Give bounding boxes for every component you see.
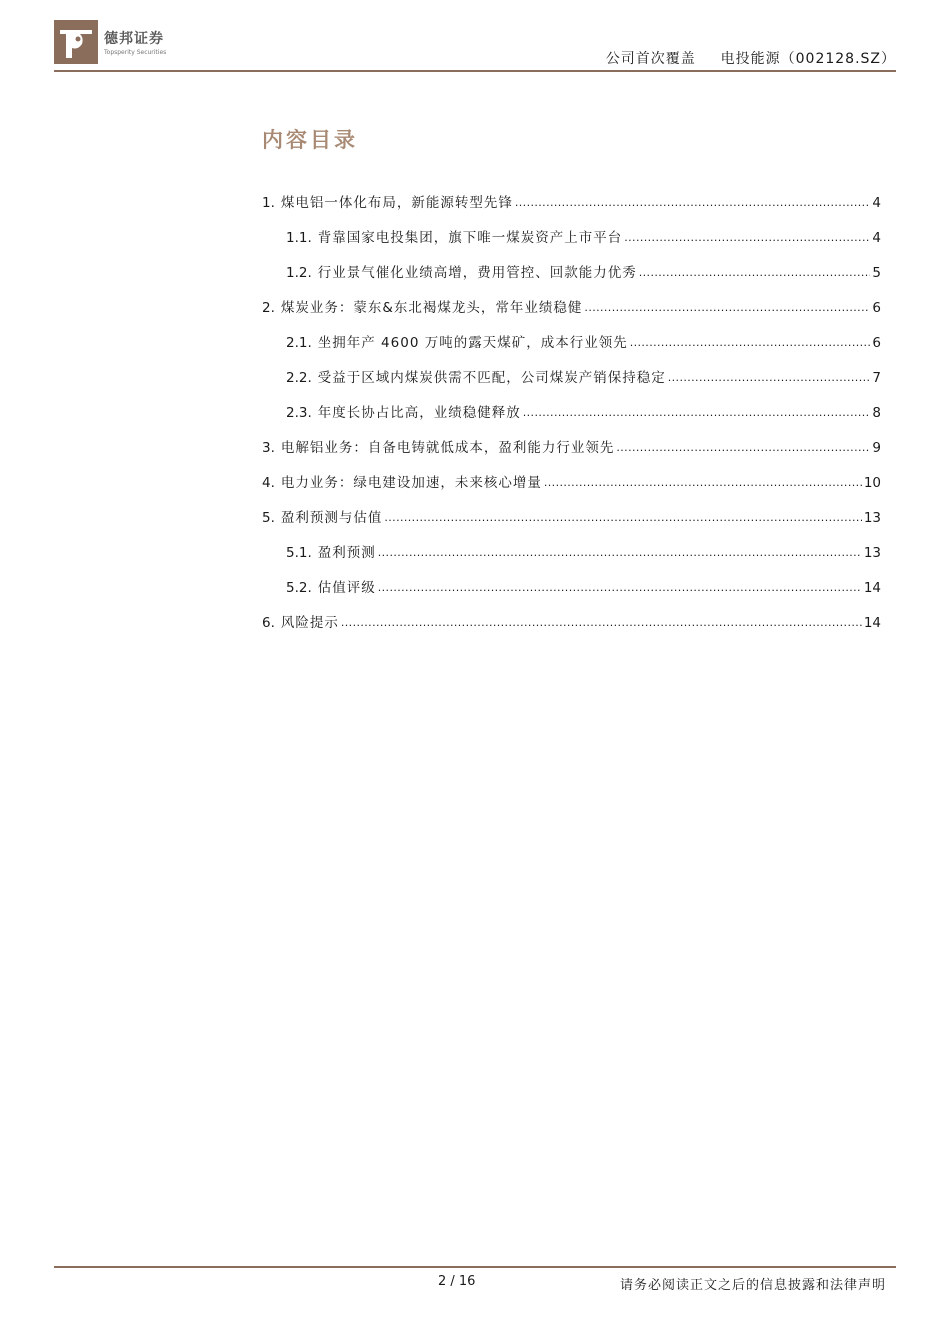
toc-entry-title: 坐拥年产 4600 万吨的露天煤矿，成本行业领先 — [317, 335, 628, 351]
toc-entry-page: 9 — [872, 440, 881, 456]
toc-entry-title: 煤炭业务：蒙东&东北褐煤龙头，常年业绩稳健 — [280, 300, 583, 316]
toc-leader-dots — [378, 579, 862, 597]
toc-entry-title: 煤电铝一体化布局，新能源转型先锋 — [280, 195, 513, 211]
report-type: 公司首次覆盖 — [605, 51, 696, 67]
toc-entry-number: 1.2. — [286, 265, 312, 281]
toc-subentry[interactable] — [262, 317, 881, 352]
toc-entry-number: 5.1. — [286, 545, 312, 561]
toc-entry-title: 电解铝业务：自备电铸就低成本，盈利能力行业领先 — [280, 440, 615, 456]
table-of-contents — [262, 177, 881, 632]
company-logo — [54, 20, 166, 64]
toc-entry-number: 2.1. — [286, 335, 312, 351]
toc-entry[interactable] — [262, 457, 881, 492]
toc-entry-page: 4 — [872, 230, 881, 246]
toc-entry-number: 5.2. — [286, 580, 312, 596]
toc-subentry[interactable] — [262, 527, 881, 562]
toc-entry-number: 2. — [262, 300, 275, 316]
toc-subentry[interactable] — [262, 247, 881, 282]
toc-entry[interactable] — [262, 422, 881, 457]
toc-leader-dots — [630, 334, 871, 352]
toc-title: 内容目录 — [262, 128, 358, 152]
toc-entry-page: 5 — [872, 265, 881, 281]
toc-entry-title: 年度长协占比高，业绩稳健释放 — [317, 405, 521, 421]
toc-entry-page: 4 — [872, 195, 881, 211]
toc-entry-title: 估值评级 — [317, 580, 376, 596]
toc-entry-page: 13 — [863, 510, 881, 526]
toc-entry-number: 1.1. — [286, 230, 312, 246]
toc-entry-title: 受益于区域内煤炭供需不匹配，公司煤炭产销保持稳定 — [317, 370, 666, 386]
toc-entry-page: 7 — [872, 370, 881, 386]
toc-entry-title: 盈利预测 — [317, 545, 376, 561]
disclaimer-notice: 请务必阅读正文之后的信息披露和法律声明 — [619, 1278, 886, 1293]
toc-entry-page: 10 — [863, 475, 881, 491]
toc-entry[interactable] — [262, 282, 881, 317]
toc-leader-dots — [523, 404, 871, 422]
toc-entry-title: 电力业务：绿电建设加速，未来核心增量 — [280, 475, 542, 491]
toc-entry-page: 14 — [863, 580, 881, 596]
toc-entry-title: 行业景气催化业绩高增，费用管控、回款能力优秀 — [317, 265, 637, 281]
toc-entry-number: 2.2. — [286, 370, 312, 386]
toc-entry-number: 2.3. — [286, 405, 312, 421]
toc-subentry[interactable] — [262, 352, 881, 387]
page-number: 2 / 16 — [438, 1274, 476, 1289]
toc-entry-page: 8 — [872, 405, 881, 421]
toc-entry[interactable] — [262, 177, 881, 212]
header-divider — [54, 70, 896, 72]
toc-entry-number: 1. — [262, 195, 275, 211]
toc-entry-number: 3. — [262, 440, 275, 456]
toc-entry-title: 盈利预测与估值 — [280, 510, 383, 526]
toc-leader-dots — [384, 509, 861, 527]
footer-divider — [54, 1266, 896, 1268]
toc-entry-page: 13 — [863, 545, 881, 561]
toc-leader-dots — [624, 229, 870, 247]
toc-entry-number: 6. — [262, 615, 275, 631]
toc-entry-number: 5. — [262, 510, 275, 526]
topsperity-logo-icon — [54, 20, 98, 64]
toc-entry-title: 背靠国家电投集团，旗下唯一煤炭资产上市平台 — [317, 230, 623, 246]
company-name: 电投能源（002128.SZ） — [720, 51, 896, 67]
toc-entry-page: 6 — [872, 335, 881, 351]
logo-chinese-name: 德邦证券 — [104, 31, 164, 47]
report-header — [606, 48, 896, 68]
toc-subentry[interactable] — [262, 562, 881, 597]
toc-leader-dots — [515, 194, 871, 212]
toc-entry[interactable] — [262, 597, 881, 632]
toc-leader-dots — [544, 474, 862, 492]
toc-entry-page: 14 — [863, 615, 881, 631]
toc-leader-dots — [616, 439, 870, 457]
toc-subentry[interactable] — [262, 212, 881, 247]
logo-english-name: Topsperity Securities — [104, 49, 167, 56]
toc-subentry[interactable] — [262, 387, 881, 422]
toc-leader-dots — [378, 544, 862, 562]
toc-entry-number: 4. — [262, 475, 275, 491]
toc-entry-title: 风险提示 — [280, 615, 339, 631]
toc-entry[interactable] — [262, 492, 881, 527]
toc-entry-page: 6 — [872, 300, 881, 316]
toc-leader-dots — [668, 369, 871, 387]
toc-leader-dots — [584, 299, 870, 317]
toc-leader-dots — [639, 264, 871, 282]
toc-leader-dots — [341, 614, 862, 632]
